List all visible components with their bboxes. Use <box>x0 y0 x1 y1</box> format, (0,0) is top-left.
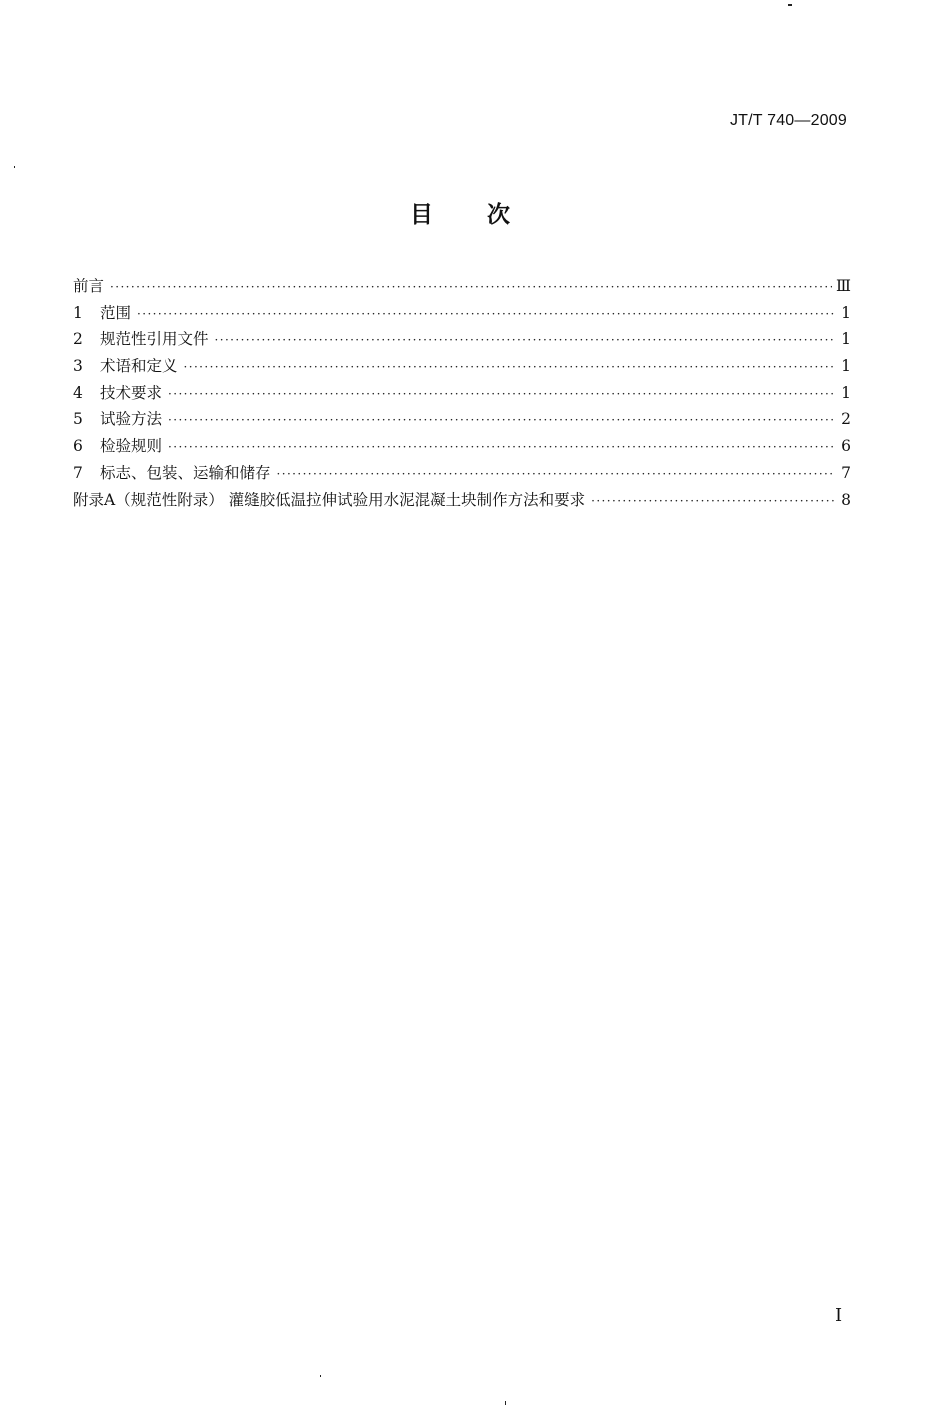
toc-leader-dots <box>137 307 835 321</box>
toc-title: 目次 <box>410 202 564 228</box>
toc-entry-number: 4 <box>73 383 83 402</box>
toc-entry-label: 标志、包装、运输和储存 <box>100 463 271 482</box>
toc-leader-dots <box>110 280 832 294</box>
toc-entry-label: 术语和定义 <box>100 357 178 376</box>
toc-entry-number: 1 <box>73 303 83 322</box>
toc-entry-page: 1 <box>841 383 851 402</box>
toc-entry-page: 1 <box>841 303 851 322</box>
toc-entry-label: 检验规则 <box>100 437 163 456</box>
toc-entry-page: 2 <box>841 410 851 429</box>
toc-entry-number: 5 <box>73 410 83 429</box>
toc-entry-label: 前言 <box>73 277 105 295</box>
toc-entry-label: 范围 <box>100 303 132 322</box>
scan-speck <box>14 166 15 168</box>
toc-entry-page: 1 <box>841 357 851 376</box>
toc-entry-terms[interactable] <box>73 354 851 381</box>
toc-entry-label: 试验方法 <box>100 410 163 429</box>
toc-leader-dots <box>168 440 835 454</box>
scan-speck <box>505 1401 506 1405</box>
toc-leader-dots <box>184 360 835 374</box>
standard-code: JT/T 740—2009 <box>729 112 847 129</box>
page-number: I <box>835 1305 843 1326</box>
toc-leader-dots <box>591 494 835 508</box>
toc-entry-test-methods[interactable] <box>73 407 851 434</box>
toc-entry-page: 7 <box>841 463 851 482</box>
toc-entry-scope[interactable] <box>73 301 851 328</box>
toc-entry-page: 1 <box>841 330 851 349</box>
toc-entry-label: 规范性引用文件 <box>100 330 209 349</box>
scan-speck <box>320 1375 321 1377</box>
toc-entry-number: 2 <box>73 330 83 349</box>
toc-entry-annex-a[interactable] <box>73 488 851 515</box>
toc-entry-number: 7 <box>73 463 83 482</box>
toc-entry-label: 附录A（规范性附录） 灌缝胶低温拉伸试验用水泥混凝土块制作方法和要求 <box>73 490 586 509</box>
toc-entry-page: Ⅲ <box>836 277 851 295</box>
toc-leader-dots <box>277 467 835 481</box>
scan-speck <box>788 4 792 6</box>
toc-entry-marking-packaging[interactable] <box>73 461 851 488</box>
toc-entry-requirements[interactable] <box>73 381 851 408</box>
toc-entry-page: 6 <box>841 437 851 456</box>
toc-entry-normative-references[interactable] <box>73 327 851 354</box>
toc-entry-number: 6 <box>73 437 83 456</box>
toc-leader-dots <box>168 413 835 427</box>
toc-entry-foreword[interactable] <box>73 274 851 301</box>
toc-entry-number: 3 <box>73 357 83 376</box>
toc-entry-label: 技术要求 <box>100 383 163 402</box>
toc-entry-inspection-rules[interactable] <box>73 434 851 461</box>
toc-leader-dots <box>215 333 835 347</box>
table-of-contents <box>73 274 851 514</box>
toc-leader-dots <box>168 387 835 401</box>
toc-entry-page: 8 <box>841 490 851 509</box>
